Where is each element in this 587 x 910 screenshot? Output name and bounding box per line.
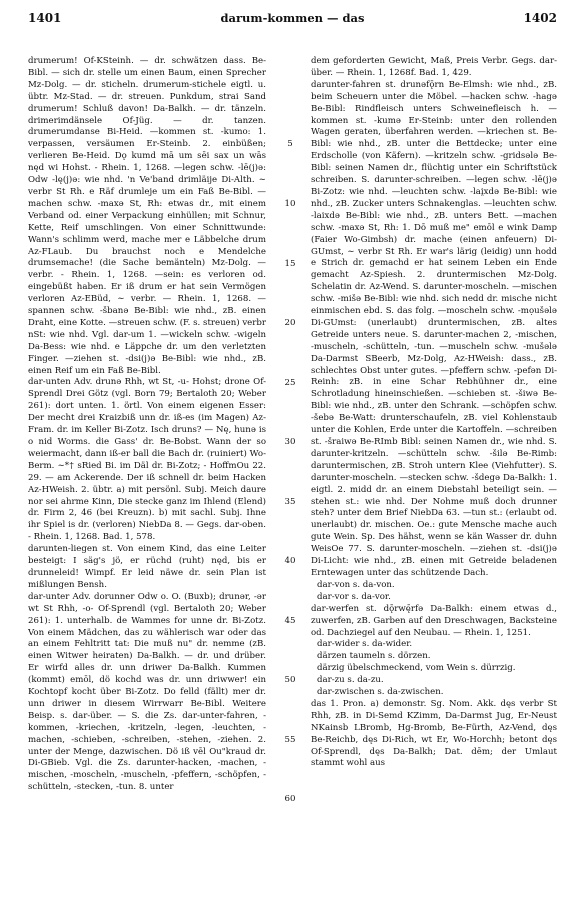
dictionary-crossref: dar-zu s. da-zu.: [317, 675, 384, 686]
line-number: 15: [284, 259, 296, 269]
dictionary-crossref: därzig übelschmeckend, vom Wein s. dürrzig.: [317, 663, 516, 674]
column-paragraph: dem geforderten Gewicht, Maß, Preis Verbr. Gegs. dar-über. — Rhein. 1, 1268f. Bad. 1, 429.: [311, 56, 557, 78]
dictionary-crossref: dar-von s. da-von.: [317, 579, 395, 590]
dictionary-crossref: därzen taumeln s. dörzen.: [317, 651, 431, 662]
line-number: 35: [284, 497, 296, 507]
line-number: 50: [284, 675, 296, 685]
dictionary-entry-darunter-fahren: darunter-fahren st. drunǝfǭrn Be-Elmsh: wie nhd., zB. beim Scheuern unter die Möbel. —hacken schw. -hagǝ Be-Bibl: Rindfleisch unters Schweinefleisch h. —kommen st. -kumǝ Er-Steinb: unter den rollenden Wagen geraten, überfahren werden. —kriechen st. Be-Bibl: wie nhd., zB. unter die Bettdecke; unter eine Erdscholle (von Käfern). —kritzeln schw. -gridsǝlǝ Be-Bibl: seinen Namen dr., flüchtig unter ein Schriftstück schreiben. S. darunter-schreiben. —legen schw. -lē(j)ǝ Bi-Zotz: wie nhd. —leuchten schw. -lai̯xdǝ Be-Bibl: wie nhd., zB. Zucker unters Schnakenglas. —leuchten schw. -laixdǝ Be-Bibl: wie nhd., zB. unters Bett. —machen schw. -maxǝ St, Rh: 1. Dō muß me" emōl e wink Damp (Faier Wo-Gimbsh) dr. mache (einen anfeuern) Di-GUmst, ∼ verbr St Rh. Er war's lärig (leidig) unn hodd e Strich dr. gemachd er hat seinem Leben ein Ende gemacht Az-Spiesh. 2. druntermischen Mz-Dolg. Schelatin dr. Az-Wend. S. darunter-moscheln. —mischen schw. -mišǝ Be-Bibl: wie nhd. sich nedd dr. mische nicht einmischen ebd. S. das folg. —moscheln schw. -mọušǝlǝ Di-GUmst: (unerlaubt) druntermischen, zB. altes Getreide unters neue. S. darunter-machen 2, -mischen, -muscheln, -schütteln, -tun. —muscheln schw. -mušǝlǝ Da-Darmst SBeerb, Mz-Dolg, Az-HWeish: dass., zB. schlechtes Obst unter gutes. —pfeffern schw. -pefǝn Di-Reinh: zB. in eine Schar Rebhühner dr., eine Schrotladung hineinschießen. —schieben st. -šiwǝ Be-Bibl: wie nhd., zB. unter den Schrank. —schöpfen schw. -šebǝ Be-Watt: drunterschaufeln, zB. viel Kohlenstaub unter die Kohlen, Erde unter die Kartoffeln. —schreiben st. -šraiwǝ Be-RImb Bibl: seinen Namen dr., wie nhd. S. darunter-kritzeln. —schütteln schw. -šilǝ Be-Rimb: daruntermischen, zB. Stroh untern Klee (Viehfutter). S. darunter-moscheln. —stecken schw. -šdegǝ Da-Balkh: 1. eigtl. 2. midd dr. an einem Diebstahl beteiligt sein. —stehen st.: wie nhd. Der Nohme muß doch drunner steh? unter dem Brief NiebDa 63. —tun st.: (erlaubt od. unerlaubt) dr. mischen. Oe.: gute Mensche mache auch gute Wein. Sp. Des hähst, wenn se kän Wasser dr. duhn WeisOe 77. S. darunter-moscheln. —ziehen st. -dsi(j)ǝ Di-Licht: wie nhd., zB. einen mit Getreide beladenen Erntewagen unter das schützende Dach.: [311, 79, 557, 578]
dictionary-entry-dar-unter: dar-unter Adv. dorunner Odw o. O. (Buxb); drunǝr, -ǝr wt St Rhh, -o- Of-Sprendl (vgl. Bertaloth 20; Weber 261): 1. unterhalb. de Wammes for unne dr. Bi-Zotz. Von einem Mädchen, das zu wählerisch war oder das an einem Fehltritt tat: Die muß nu" dr. nemme (zB. einen Witwer heiraten) Da-Balkh. — dr. und drüber. Er wirfd alles dr. unn driwer Da-Balkh. Kummen (kommt) emōl, dö kochd was dr. unn driwwer! ein Kochtopf kocht über Bi-Zotz. Do felld (fällt) mer dr. unn driwer in diesem Wirrwarr Be-Bibl. Weitere Beisp. s. dar-über. — S. die Zs. dar-unter-fahren, -kommen, -kriechen, -kritzeln, -legen, -leuchten, -machen, -schieben, -schreiben, -stehen, -ziehen. 2. unter der Menge, dazwischen. Dö iß vēl Ou"kraud dr. Di-GBieb. Vgl. die Zs. darunter-hacken, -machen, -mischen, -moscheln, -muscheln, -pfeffern, -schöpfen, -schütteln, -stecken, -tun. 8. unter: [28, 591, 266, 793]
dictionary-entry-dar-werfen: dar-werfen st. dǭrwę̄rfǝ Da-Balkh: einem etwas d., zuwerfen, zB. Garben auf den Dreschwagen, Backsteine od. Dachziegel auf den Neubau. — Rhein. 1, 1251.: [311, 603, 557, 638]
dictionary-crossref: dar-zwischen s. da-zwischen.: [317, 687, 444, 698]
right-column: [311, 56, 557, 901]
line-number: 30: [284, 437, 296, 447]
right-page-number: 1402: [523, 11, 557, 25]
line-number: 25: [284, 378, 296, 388]
line-number: 40: [284, 556, 296, 566]
dictionary-entry-das: das 1. Pron. a) demonstr. Sg. Nom. Akk. dęs verbr St Rhh, zB. in Di-Semd KZimm, Da-Darmst Jug, Er-Neust NKainsb LBromb, Hg-Bromb, Be-Fürth, Az-Vend, dęs Be-Reichb, dęs Di-Rich, wt Er, Wo-Horchh; betont dęs Of-Sprendl, dęs Da-Balkh; Dat. dēm; der Umlaut stammt wohl aus: [311, 698, 557, 769]
line-number: 10: [284, 199, 296, 209]
line-number: 55: [284, 735, 296, 745]
dictionary-crossref: dar-vor s. da-vor.: [317, 591, 391, 602]
page-header: [28, 8, 557, 28]
line-number: 60: [284, 794, 296, 804]
dictionary-crossref: dar-wider s. da-wider.: [317, 639, 413, 650]
line-number: 45: [284, 616, 296, 626]
running-title: darum-kommen — das: [220, 11, 365, 25]
dictionary-entry-darunten-liegen: darunten-liegen st. Von einem Kind, das eine Leiter besteigt: I säg's jö, er rüchd (ruht) nęd, bis er drunneleid! Wimpf. Er leid näwe dr. sein Plan ist mißlungen Bensh.: [28, 544, 266, 590]
left-column: [28, 56, 266, 901]
column-paragraph: drumerum! Of-KSteinh. — dr. schwätzen dass. Be-Bibl. — sich dr. stelle um einen Baum, einen Sprecher Mz-Dolg. — dr. sticheln. drumerum-stichele eigtl. u. übtr. Mz-Stad. — dr. streuen. Punkdum, strai Sand drumerum! Schluß davon! Da-Balkh. — dr. tänzeln. drimerimdänsele Of-Jüg. — dr. tanzen. drumerumdanse Bi-Heid. —kommen st. -kumo: 1. verpassen, versäumen Er-Steinb. 2. einbüßen; verlieren Be-Heid. Dǫ kumd mā um sēi sax un wās nęd wi Hohst. - Rhein. 1, 1268. —legen schw. -lē(j)ǝ: Odw -lę(j)ǝ: wie nhd. 'n Ve'band drimläije Di-Alth. ∼ verbr St Rh. e Räf drumleje um ein Faß Be-Bibl. —machen schw. -maxǝ St, Rh: etwas dr., mit einem Verband od. einer Verpackung einhüllen; mit Schnur, Kette, Reif umschlingen. Von einer Schnittwunde: Wann's schlimm werd, mache mer e Läbbelche drum Az-FLaub. Du brauchst noch e Mendelche drumsemache! (die Sache bemänteln) Mz-Dolg. — verbr. - Rhein. 1, 1268. —sein: es verloren od. eingebüßt haben. Er iß drum er hat sein Vermögen verloren Az-EBüd, ∼ verbr. — Rhein. 1, 1268. —spannen schw. -šbanǝ Be-Bibl: wie nhd., zB. einen Draht, eine Kotte. —streuen schw. (F. s. streuen) verbr nSt: wie nhd. Vgl. dar-um 1. —wickeln schw. -wigeln Da-Bess: wie nhd. e Läppche dr. um den verletzten Finger. —ziehen st. -dsi(j)ǝ Be-Bibl: wie nhd., zB. einen Reif um ein Faß Be-Bibl.: [28, 56, 266, 376]
left-page-number: 1401: [28, 11, 62, 25]
line-number: 20: [284, 318, 296, 328]
dictionary-entry-dar-unten: dar-unten Adv. drunǝ Rhh, wt St, -u- Hohst; drone Of-Sprendl Drei Götz (vgl. Born 79; Bertaloth 20; Weber 261): dort unten. 1. örtl. Von einem eigenen Esser: Der mecht drei Kraizbiß unn dr. iß-es (im Magen) Az-Fram. dr. im Keller Bi-Zotz. Isch druns? — Nę, hunǝ is o nid Worms. die Gass' dr. Be-Bobst. Wann der so weiermacht, dann iß-er ball die Bach dr. (ruiniert) Wo-Berm. ∼*† sRied Bi. im Däl dr. Bi-Zotz; - HoffmOu 22. 29. — am Ackerende. Der iß schnell dr. beim Hacken Az-HWeish. 2. übtr. a) mit persönl. Subj. Meich daure nor sei ahrme Kinn, Die stecke ganz im Ihlend (Elend) dr. Firm 2, 46 (bei Kreuzn). b) mit sachl. Subj. Ihne ihr Spiel is dr. (verloren) NiebDa 8. — Gegs. dar-oben. - Rhein. 1, 1268. Bad. 1, 578.: [28, 377, 266, 543]
line-number: 5: [287, 139, 293, 149]
